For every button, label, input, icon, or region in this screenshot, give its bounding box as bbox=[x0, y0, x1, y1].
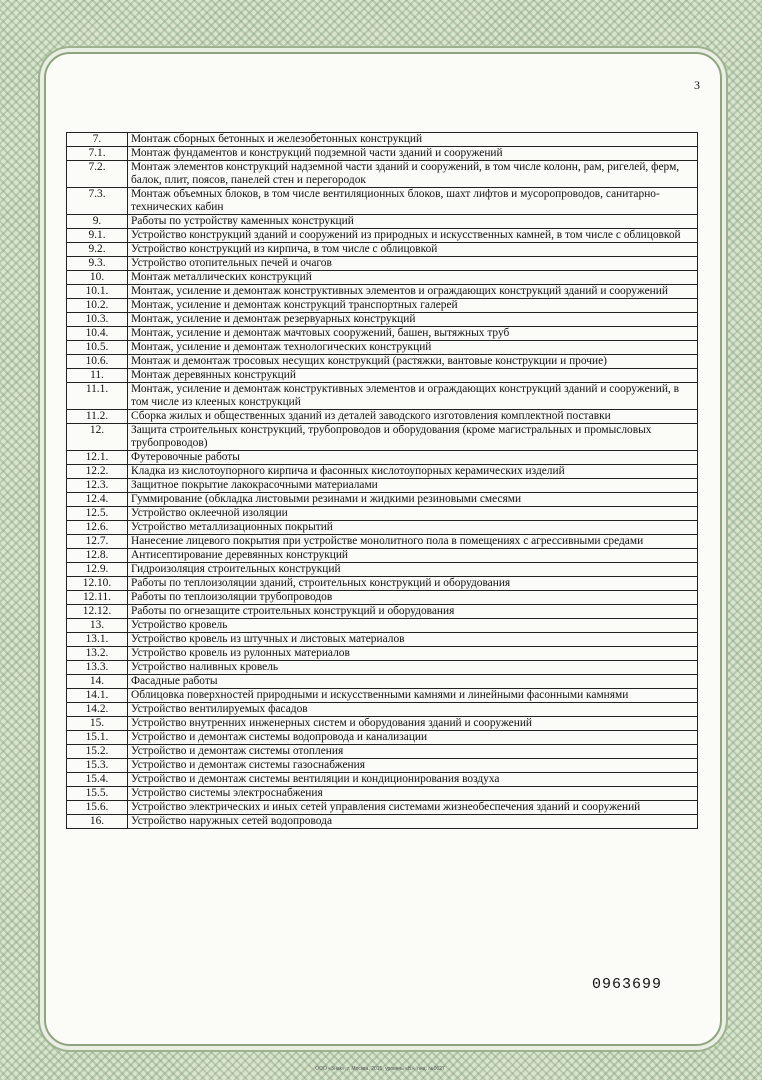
table-row bbox=[67, 479, 698, 493]
work-code: 13.1. bbox=[67, 633, 128, 647]
work-code: 9.3. bbox=[67, 257, 128, 271]
work-code: 7. bbox=[67, 133, 128, 147]
work-description: Работы по устройству каменных конструкций bbox=[128, 215, 698, 229]
table-section-row bbox=[67, 133, 698, 147]
printer-footer: ООО «Знак», г. Москва, 2015, уровень «В», лиц. №0627 bbox=[315, 1066, 445, 1072]
work-description: Монтаж сборных бетонных и железобетонных конструкций bbox=[128, 133, 698, 147]
work-code: 12.7. bbox=[67, 535, 128, 549]
work-description: Устройство вентилируемых фасадов bbox=[128, 703, 698, 717]
work-code: 9. bbox=[67, 215, 128, 229]
work-description: Монтаж деревянных конструкций bbox=[128, 369, 698, 383]
work-code: 10.5. bbox=[67, 341, 128, 355]
table-row bbox=[67, 410, 698, 424]
work-description: Устройство наружных сетей водопровода bbox=[128, 815, 698, 829]
table-row bbox=[67, 493, 698, 507]
table-row bbox=[67, 188, 698, 215]
work-description: Устройство металлизационных покрытий bbox=[128, 521, 698, 535]
table-row bbox=[67, 759, 698, 773]
table-section-row bbox=[67, 271, 698, 285]
work-code: 12.1. bbox=[67, 451, 128, 465]
work-description: Монтаж, усиление и демонтаж конструктивных элементов и ограждающих конструкций зданий и сооружений bbox=[128, 285, 698, 299]
table-row bbox=[67, 731, 698, 745]
work-description: Защитное покрытие лакокрасочными материалами bbox=[128, 479, 698, 493]
table-row bbox=[67, 451, 698, 465]
table-row bbox=[67, 535, 698, 549]
work-code: 10.2. bbox=[67, 299, 128, 313]
work-code: 16. bbox=[67, 815, 128, 829]
work-description: Монтаж, усиление и демонтаж резервуарных конструкций bbox=[128, 313, 698, 327]
table-section-row bbox=[67, 675, 698, 689]
work-description: Устройство внутренних инженерных систем и оборудования зданий и сооружений bbox=[128, 717, 698, 731]
table-row bbox=[67, 257, 698, 271]
work-code: 12. bbox=[67, 424, 128, 451]
work-code: 14.1. bbox=[67, 689, 128, 703]
work-description: Нанесение лицевого покрытия при устройстве монолитного пола в помещениях с агрессивными средами bbox=[128, 535, 698, 549]
work-description: Монтаж, усиление и демонтаж технологических конструкций bbox=[128, 341, 698, 355]
work-description: Футеровочные работы bbox=[128, 451, 698, 465]
work-description: Монтаж объемных блоков, в том числе вентиляционных блоков, шахт лифтов и мусоропроводов, санитарно-технических кабин bbox=[128, 188, 698, 215]
table-row bbox=[67, 355, 698, 369]
table-row bbox=[67, 383, 698, 410]
table-row bbox=[67, 801, 698, 815]
work-description: Устройство наливных кровель bbox=[128, 661, 698, 675]
work-code: 11.2. bbox=[67, 410, 128, 424]
table-row bbox=[67, 703, 698, 717]
work-description: Устройство кровель из штучных и листовых материалов bbox=[128, 633, 698, 647]
work-code: 12.8. bbox=[67, 549, 128, 563]
work-description: Антисептирование деревянных конструкций bbox=[128, 549, 698, 563]
work-code: 12.5. bbox=[67, 507, 128, 521]
table-row bbox=[67, 773, 698, 787]
work-description: Устройство отопительных печей и очагов bbox=[128, 257, 698, 271]
works-table bbox=[66, 132, 698, 829]
work-code: 10.1. bbox=[67, 285, 128, 299]
table-section-row bbox=[67, 717, 698, 731]
table-row bbox=[67, 161, 698, 188]
work-description: Устройство конструкций из кирпича, в том числе с облицовкой bbox=[128, 243, 698, 257]
work-code: 9.2. bbox=[67, 243, 128, 257]
table-row bbox=[67, 689, 698, 703]
work-code: 7.2. bbox=[67, 161, 128, 188]
work-code: 12.12. bbox=[67, 605, 128, 619]
work-code: 7.3. bbox=[67, 188, 128, 215]
table-row bbox=[67, 633, 698, 647]
table-row bbox=[67, 549, 698, 563]
table-row bbox=[67, 577, 698, 591]
serial-number: 0963699 bbox=[592, 976, 663, 993]
work-code: 7.1. bbox=[67, 147, 128, 161]
work-code: 12.2. bbox=[67, 465, 128, 479]
work-code: 15.2. bbox=[67, 745, 128, 759]
work-description: Монтаж фундаментов и конструкций подземной части зданий и сооружений bbox=[128, 147, 698, 161]
work-description: Защита строительных конструкций, трубопроводов и оборудования (кроме магистральных и промысловых трубопроводов) bbox=[128, 424, 698, 451]
table-row bbox=[67, 787, 698, 801]
work-code: 14. bbox=[67, 675, 128, 689]
table-section-row bbox=[67, 815, 698, 829]
page-number: 3 bbox=[694, 78, 700, 92]
work-description: Облицовка поверхностей природными и искусственными камнями и линейными фасонными камнями bbox=[128, 689, 698, 703]
work-code: 14.2. bbox=[67, 703, 128, 717]
table-row bbox=[67, 521, 698, 535]
work-description: Устройство электрических и иных сетей управления системами жизнеобеспечения зданий и сооружений bbox=[128, 801, 698, 815]
work-code: 12.11. bbox=[67, 591, 128, 605]
work-description: Сборка жилых и общественных зданий из деталей заводского изготовления комплектной поставки bbox=[128, 410, 698, 424]
work-description: Устройство системы электроснабжения bbox=[128, 787, 698, 801]
work-description: Устройство и демонтаж системы газоснабжения bbox=[128, 759, 698, 773]
work-code: 12.3. bbox=[67, 479, 128, 493]
table-row bbox=[67, 147, 698, 161]
table-section-row bbox=[67, 215, 698, 229]
work-code: 10.3. bbox=[67, 313, 128, 327]
work-description: Монтаж металлических конструкций bbox=[128, 271, 698, 285]
table-row bbox=[67, 745, 698, 759]
work-description: Работы по теплоизоляции зданий, строительных конструкций и оборудования bbox=[128, 577, 698, 591]
work-description: Гуммирование (обкладка листовыми резинами и жидкими резиновыми смесями bbox=[128, 493, 698, 507]
work-code: 15.1. bbox=[67, 731, 128, 745]
table-row bbox=[67, 243, 698, 257]
work-description: Монтаж и демонтаж тросовых несущих конструкций (растяжки, вантовые конструкции и прочие) bbox=[128, 355, 698, 369]
table-section-row bbox=[67, 619, 698, 633]
work-description: Работы по теплоизоляции трубопроводов bbox=[128, 591, 698, 605]
table-row bbox=[67, 285, 698, 299]
work-description: Монтаж, усиление и демонтаж мачтовых сооружений, башен, вытяжных труб bbox=[128, 327, 698, 341]
table-section-row bbox=[67, 369, 698, 383]
work-description: Гидроизоляция строительных конструкций bbox=[128, 563, 698, 577]
work-description: Монтаж, усиление и демонтаж конструкций транспортных галерей bbox=[128, 299, 698, 313]
table-row bbox=[67, 661, 698, 675]
work-description: Устройство и демонтаж системы отопления bbox=[128, 745, 698, 759]
work-description: Монтаж, усиление и демонтаж конструктивных элементов и ограждающих конструкций зданий и сооружений, в том числе из клееных конструкций bbox=[128, 383, 698, 410]
table-row bbox=[67, 229, 698, 243]
work-code: 10. bbox=[67, 271, 128, 285]
table-row bbox=[67, 341, 698, 355]
work-description: Устройство и демонтаж системы водопровода и канализации bbox=[128, 731, 698, 745]
work-description: Фасадные работы bbox=[128, 675, 698, 689]
work-code: 15.4. bbox=[67, 773, 128, 787]
work-description: Устройство конструкций зданий и сооружений из природных и искусственных камней, в том числе с облицовкой bbox=[128, 229, 698, 243]
work-code: 13.3. bbox=[67, 661, 128, 675]
work-code: 13. bbox=[67, 619, 128, 633]
work-code: 15.5. bbox=[67, 787, 128, 801]
work-description: Работы по огнезащите строительных конструкций и оборудования bbox=[128, 605, 698, 619]
work-description: Устройство и демонтаж системы вентиляции и кондиционирования воздуха bbox=[128, 773, 698, 787]
work-code: 11.1. bbox=[67, 383, 128, 410]
works-table-body bbox=[67, 133, 698, 829]
work-description: Кладка из кислотоупорного кирпича и фасонных кислотоупорных керамических изделий bbox=[128, 465, 698, 479]
work-code: 15.3. bbox=[67, 759, 128, 773]
work-description: Монтаж элементов конструкций надземной части зданий и сооружений, в том числе колонн, рам, ригелей, ферм, балок, плит, поясов, панелей стен и перегородок bbox=[128, 161, 698, 188]
work-code: 10.6. bbox=[67, 355, 128, 369]
table-row bbox=[67, 313, 698, 327]
work-code: 12.10. bbox=[67, 577, 128, 591]
work-code: 12.9. bbox=[67, 563, 128, 577]
table-row bbox=[67, 327, 698, 341]
table-section-row bbox=[67, 424, 698, 451]
work-description: Устройство кровель из рулонных материалов bbox=[128, 647, 698, 661]
work-code: 10.4. bbox=[67, 327, 128, 341]
work-code: 15.6. bbox=[67, 801, 128, 815]
table-row bbox=[67, 563, 698, 577]
work-code: 12.4. bbox=[67, 493, 128, 507]
table-row bbox=[67, 591, 698, 605]
work-code: 15. bbox=[67, 717, 128, 731]
work-code: 11. bbox=[67, 369, 128, 383]
table-row bbox=[67, 605, 698, 619]
work-code: 13.2. bbox=[67, 647, 128, 661]
table-row bbox=[67, 465, 698, 479]
table-row bbox=[67, 647, 698, 661]
work-description: Устройство оклеечной изоляции bbox=[128, 507, 698, 521]
work-description: Устройство кровель bbox=[128, 619, 698, 633]
table-row bbox=[67, 507, 698, 521]
table-row bbox=[67, 299, 698, 313]
work-code: 12.6. bbox=[67, 521, 128, 535]
work-code: 9.1. bbox=[67, 229, 128, 243]
